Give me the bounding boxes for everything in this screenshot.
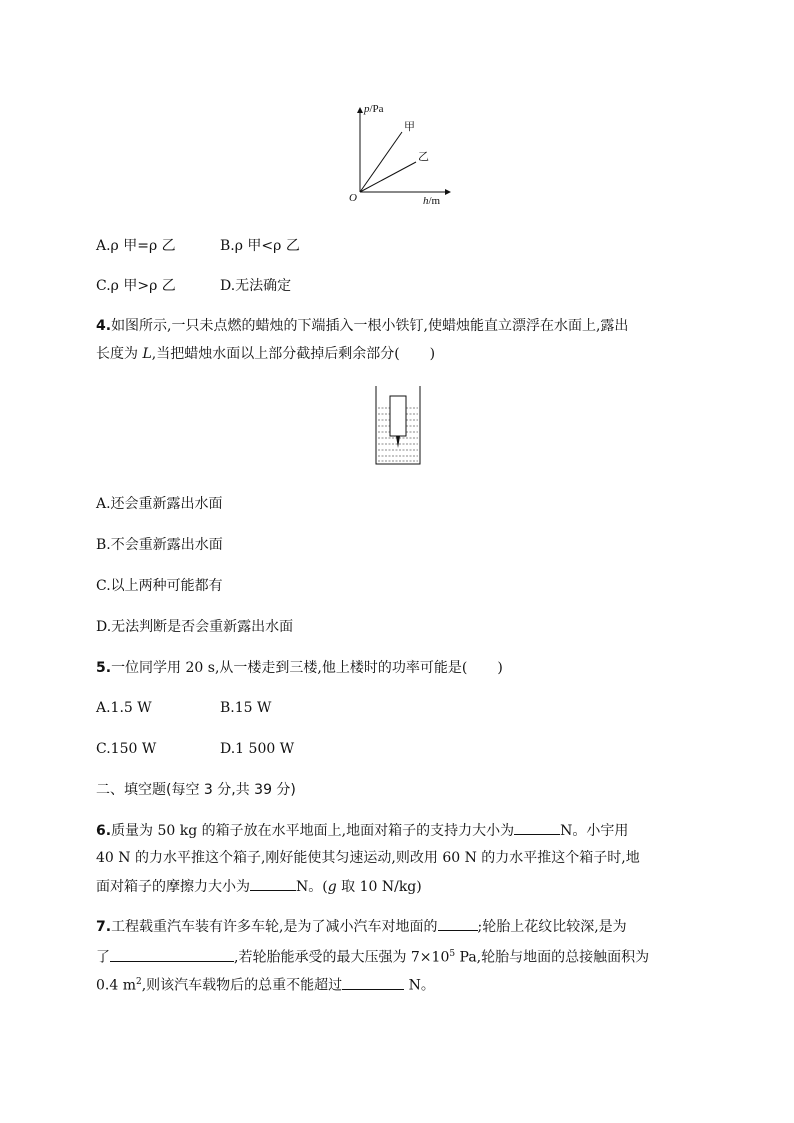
q7-line1: 7.工程载重汽车装有许多车轮,是为了减小汽车对地面的 ;轮胎上花纹比较深,是为 bbox=[96, 916, 627, 937]
line-yi-label: 乙 bbox=[418, 151, 429, 163]
q3-option-a[interactable]: A.ρ 甲=ρ 乙 bbox=[96, 238, 176, 254]
q7-blank-2[interactable] bbox=[110, 947, 234, 962]
line-jia bbox=[360, 132, 402, 192]
q5-option-b[interactable]: B.15 W bbox=[220, 700, 272, 716]
q3-option-d[interactable]: D.无法确定 bbox=[220, 278, 292, 294]
line-yi bbox=[360, 162, 416, 192]
q4-stem-line2: 长度为 L,当把蜡烛水面以上部分截掉后剩余部分( ) bbox=[96, 346, 436, 362]
candle-beaker-figure bbox=[372, 384, 424, 468]
q6-line1: 6.质量为 50 kg 的箱子放在水平地面上,地面对箱子的支持力大小为 N。小宇用 bbox=[96, 820, 628, 841]
q6-blank-2[interactable] bbox=[250, 876, 296, 891]
section-title-fill-in: 二、填空题(每空 3 分,共 39 分) bbox=[96, 782, 296, 798]
pressure-depth-graph bbox=[340, 100, 460, 212]
q4-number: 4. bbox=[96, 318, 112, 334]
y-axis-label: p/Pa bbox=[364, 103, 384, 115]
q4-option-c[interactable]: C.以上两种可能都有 bbox=[96, 578, 223, 594]
q6-line3: 面对箱子的摩擦力大小为 N。(g 取 10 N/kg) bbox=[96, 876, 422, 897]
q6-line2: 40 N 的力水平推这个箱子,刚好能使其匀速运动,则改用 60 N 的力水平推这个箱子时,地 bbox=[96, 850, 640, 866]
q5-stem: 5.一位同学用 20 s,从一楼走到三楼,他上楼时的功率可能是( ) bbox=[96, 660, 503, 676]
candle bbox=[390, 396, 406, 436]
q5-option-d[interactable]: D.1 500 W bbox=[220, 741, 295, 757]
q5-number: 5. bbox=[96, 660, 112, 676]
q5-option-c[interactable]: C.150 W bbox=[96, 741, 157, 757]
origin-label: O bbox=[349, 192, 357, 204]
q4-option-d[interactable]: D.无法判断是否会重新露出水面 bbox=[96, 619, 294, 635]
q5-option-a[interactable]: A.1.5 W bbox=[96, 700, 152, 716]
q4-option-b[interactable]: B.不会重新露出水面 bbox=[96, 537, 223, 553]
q7-blank-3[interactable] bbox=[342, 975, 404, 990]
q6-blank-1[interactable] bbox=[514, 820, 560, 835]
q4-stem-line1: 4.如图所示,一只未点燃的蜡烛的下端插入一根小铁钉,使蜡烛能直立漂浮在水面上,露出 bbox=[96, 318, 629, 334]
q7-blank-1[interactable] bbox=[438, 916, 478, 931]
iron-nail bbox=[396, 436, 400, 448]
q7-number: 7. bbox=[96, 919, 112, 935]
q4-option-a[interactable]: A.还会重新露出水面 bbox=[96, 496, 223, 512]
q7-line2: 了 ,若轮胎能承受的最大压强为 $7\times 10^5$ Pa,轮胎与地面的总接触面积为 bbox=[96, 944, 649, 968]
x-axis-label: h/m bbox=[423, 195, 441, 207]
q7-line3: 0.4 $m^2$,则该汽车载物后的总重不能超过 N。 bbox=[96, 972, 435, 996]
q3-option-c[interactable]: C.ρ 甲>ρ 乙 bbox=[96, 278, 176, 294]
q6-number: 6. bbox=[96, 823, 112, 839]
q3-option-b[interactable]: B.ρ 甲<ρ 乙 bbox=[220, 238, 300, 254]
line-jia-label: 甲 bbox=[404, 121, 415, 133]
